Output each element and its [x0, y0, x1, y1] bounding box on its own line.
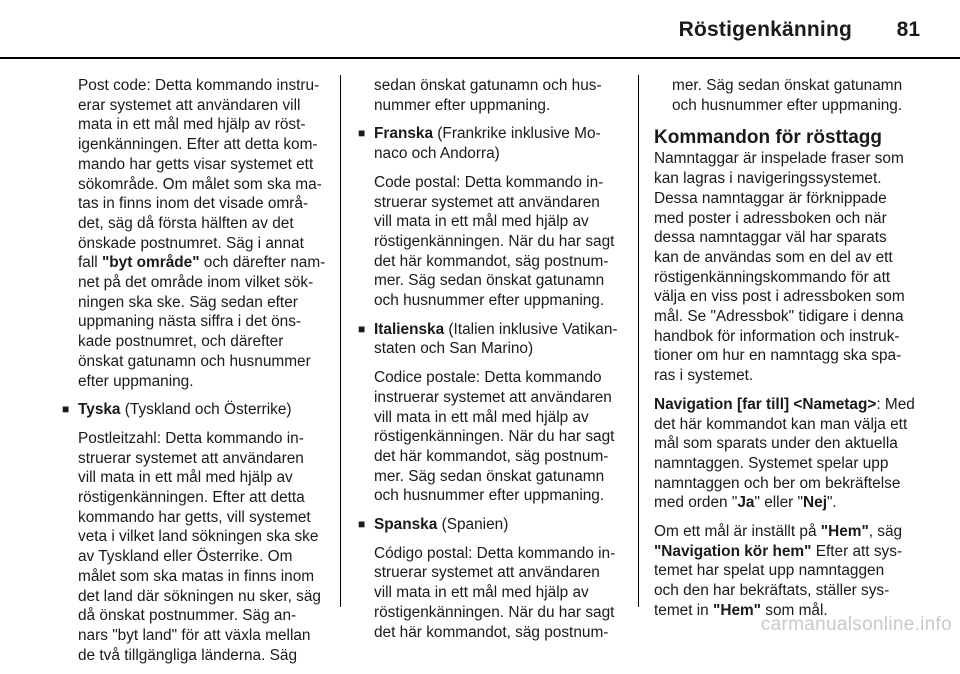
command-byt-omrade: "byt område"	[101, 254, 200, 272]
nametag-intro-paragraph: Namntaggar är inspelade fraser som kan lagras i navigeringssystemet. Dessa namntaggar är förknippade med poster i adressboken och när dessa namntaggar väl har sparats kan de användas som en del av ett röstigenkänningskommando för att välja en viss post i adressboken som mål. Se "Adressbok" tidigare i denna handbok för information och instruk- tioner om hur en namntagg ska spa- ras i systemet.	[654, 150, 905, 385]
home-paragraph: Om ett mål är inställt på "Hem", säg "Navigation kör hem" Efter att sys- temet har spelat upp namntaggen och den har bekräftats, ställer sys- temet in "Hem" som mål.	[654, 523, 903, 619]
column-divider	[638, 75, 639, 607]
page-title: Röstigenkänning	[678, 18, 852, 41]
bullet-square-icon: ■	[62, 402, 70, 417]
bullet-italienska: ■ Italienska (Italien inklusive Vatikan- staten och San Marino)	[358, 320, 618, 358]
command-navigation-kor-hem: "Navigation kör hem"	[654, 542, 812, 560]
bullet-square-icon: ■	[358, 517, 366, 532]
bullet-tyska: ■ Tyska (Tyskland och Österrike)	[62, 401, 292, 419]
command-navigation-nametag: Navigation [far till] <Nametag>	[654, 395, 877, 413]
bullet-spanska: ■ Spanska (Spanien)	[358, 516, 509, 534]
header-rule	[0, 57, 960, 59]
column-divider	[340, 75, 341, 607]
codigo-postal-paragraph: Código postal: Detta kommando in- struerar systemet att användaren vill mata in ett mål med hjälp av röstigenkänningen. När du har sagt det här kommandot, säg postnum-	[374, 544, 616, 641]
navigation-nametag-paragraph: Navigation [far till] <Nametag>: Med det här kommandot kan man välja ett mål som sparats under den aktuella namntaggen. Systemet spelar upp namntaggen och ber om bekräftelse med orden "Ja" eller "Nej".	[654, 395, 915, 512]
bullet-square-icon: ■	[358, 321, 366, 336]
code-postal-paragraph: Code postal: Detta kommando in- struerar systemet att användaren vill mata in ett mål med hjälp av röstigenkänningen. När du har sagt det här kommandot, säg postnum- mer. Säg sedan önskat gatunamn och husnummer efter uppmaning.	[374, 173, 615, 310]
text-column-1	[60, 76, 332, 674]
watermark: carmanualsonline.info	[760, 614, 952, 635]
continued-paragraph: sedan önskat gatunamn och hus- nummer efter uppmaning.	[374, 77, 602, 114]
post-code-paragraph: Post code: Detta kommando instru- erar systemet att användaren vill mata in ett mål med hjälp av röst- igenkänningen. Efter att detta kom- mando har getts visar systemet ett sökområde. Om målet som ska ma- tas in finns inom det visade områ- det, säg då första hälften av det önskade postnumret. Säg i annat fall "byt område" och därefter nam- net på det område inom vilket sök- ningen ska ske. Säg sedan efter uppmaning nästa siffra i det öns- kade postnumret, och därefter önskat gatunamn och husnummer efter uppmaning.	[78, 77, 326, 390]
postleitzahl-paragraph: Postleitzahl: Detta kommando in- struerar systemet att användaren vill mata in ett mål med hjälp av röstigenkänningen. Efter att detta kommando har getts, vill systemet veta i vilket land sökningen ska ske av Tyskland eller Österrike. Om målet som ska matas in finns inom det land där sökningen nu sker, säg då önskat postnummer. Säg an- nars "byt land" för att växla mellan de två tillgängliga länderna. Säg	[78, 429, 321, 664]
section-heading: Kommandon för rösttagg	[654, 127, 882, 149]
command-hem: "Hem"	[820, 523, 869, 541]
page-number: 81	[896, 18, 920, 41]
text-column-3	[654, 76, 928, 630]
codice-postale-paragraph: Codice postale: Detta kommando instruerar systemet att användaren vill mata in ett mål med hjälp av röstigenkänningen. När du har sagt det här kommandot, säg postnum- mer. Säg sedan önskat gatunamn och husnummer efter uppmaning.	[374, 369, 615, 505]
text-column-2	[356, 76, 624, 651]
bullet-franska: ■ Franska (Frankrike inklusive Mo- naco och Andorra)	[358, 125, 601, 163]
page-header	[0, 0, 960, 56]
bullet-square-icon: ■	[358, 126, 366, 141]
continued-paragraph: mer. Säg sedan önskat gatunamn och husnummer efter uppmaning.	[672, 77, 903, 114]
